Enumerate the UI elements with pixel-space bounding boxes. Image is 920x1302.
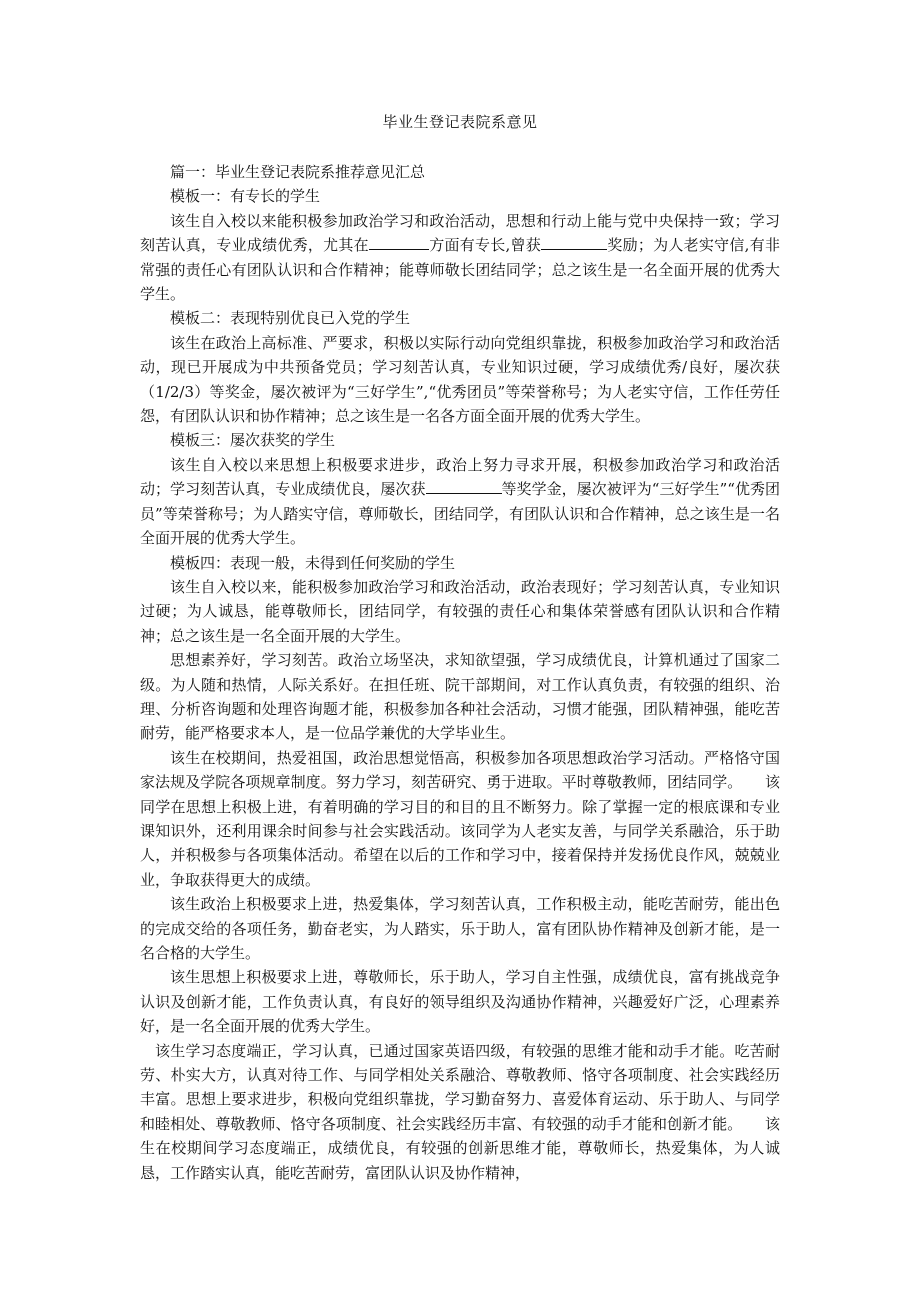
paragraph: 该生政治上积极要求上进，热爱集体，学习刻苦认真，工作积极主动，能吃苦耐劳，能出色的完成交给的各项任务，勤奋老实，为人踏实，乐于助人，富有团队协作精神及创新才能，是一名合格的大学生。 — [140, 895, 780, 962]
paragraph-text: 该生自入校以来思想上积极要求进步，政治上努力寻求开展，积极参加政治学习和政治活动；学习刻苦认真，专业成绩优良，屡次获 — [140, 455, 780, 499]
template-heading-3: 模板三：屡次获奖的学生 — [170, 431, 336, 450]
document-title: 毕业生登记表院系意见 — [382, 113, 538, 131]
paragraph-template-4: 该生自入校以来，能积极参加政治学习和政治活动，政治表现好；学习刻苦认真，专业知识过硬；为人诚恳，能尊敬师长，团结同学，有较强的责任心和集体荣誉感有团队认识和合作精神；总之该生是一名全面开展的大学生。 — [140, 577, 780, 645]
fill-in-blank — [369, 235, 429, 250]
section-heading: 篇一：毕业生登记表院系推荐意见汇总 — [170, 163, 426, 181]
template-heading-2: 模板二：表现特别优良已入党的学生 — [170, 309, 411, 328]
paragraph-template-1 — [140, 209, 780, 307]
template-heading-4: 模板四：表现一般，未得到任何奖励的学生 — [170, 553, 456, 572]
document-body — [140, 160, 780, 1185]
paragraph-text: 奖励；为人老实守信,有非常强的责任心有团队认识和合作精神；能尊师敬长团结同学；总之该生是一名全面开展的优秀大学生。 — [140, 236, 780, 304]
paragraph-text: 该生自入校以来能积极参加政治学习和政治活动，思想和行动上能与党中央保持一致；学习刻苦认真，专业成绩优秀，尤其在 — [140, 211, 780, 255]
paragraph-text: 等奖学金，屡次被评为“三好学生”“优秀团员”等荣誉称号；为人踏实守信，尊师敬长，团结同学，有团队认识和合作精神，总之该生是一名全面开展的优秀大学生。 — [140, 480, 780, 548]
paragraph-text: 方面有专长,曾获 — [428, 236, 542, 255]
paragraph-template-3 — [140, 453, 780, 551]
template-heading-1: 模板一：有专长的学生 — [170, 187, 321, 206]
fill-in-blank — [426, 479, 502, 494]
paragraph: 思想素养好，学习刻苦。政治立场坚决，求知欲望强，学习成绩优良，计算机通过了国家二级。为人随和热情，人际关系好。在担任班、院干部期间，对工作认真负责，有较强的组织、治理、分析咨询题和处理咨询题才能，积极参加各种社会活动，习惯才能强，团队精神强，能吃苦耐劳，能严格要求本人，是一位品学兼优的大学毕业生。 — [140, 651, 780, 743]
fill-in-blank — [541, 235, 607, 250]
paragraph: 该生在校期间，热爱祖国，政治思想觉悟高，积极参加各项思想政治学习活动。严格恪守国家法规及学院各项规章制度。努力学习，刻苦研究、勇于进取。平时尊敬教师，团结同学。 该同学在思想上积极上进，有着明确的学习目的和目的且不断努力。除了掌握一定的根底课和专业课知识外，还利用课余时间参与社会实践活动。该同学为人老实友善，与同学关系融洽，乐于助人，并积极参与各项集体活动。希望在以后的工作和学习中，接着保持并发扬优良作风，兢兢业业，争取获得更大的成绩。 — [140, 748, 780, 889]
paragraph-template-2: 该生在政治上高标准、严要求，积极以实际行动向党组织靠拢，积极参加政治学习和政治活动，现已开展成为中共预备党员；学习刻苦认真，专业知识过硬，学习成绩优秀/良好，屡次获（1/2/3）等奖金，屡次被评为“三好学生”,“优秀团员”等荣誉称号；为人老实守信，工作任劳任怨，有团队认识和协作精神；总之该生是一名各方面全面开展的优秀大学生。 — [140, 333, 780, 426]
paragraph: 该生学习态度端正，学习认真，已通过国家英语四级，有较强的思维才能和动手才能。吃苦耐劳、朴实大方，认真对待工作、与同学相处关系融洽、尊敬教师、恪守各项制度、社会实践经历丰富。思想上要求进步，积极向党组织靠拢，学习勤奋努力、喜爱体育运动、乐于助人、与同学和睦相处、尊敬教师、恪守各项制度、社会实践经历丰富、有较强的动手才能和创新才能。 该生在校期间学习态度端正，成绩优良，有较强的创新思维才能，尊敬师长，热爱集体，为人诚恳，工作踏实认真，能吃苦耐劳，富团队认识及协作精神， — [140, 1041, 780, 1182]
paragraph: 该生思想上积极要求上进，尊敬师长，乐于助人，学习自主性强，成绩优良，富有挑战竞争认识及创新才能，工作负责认真，有良好的领导组织及沟通协作精神，兴趣爱好广泛，心理素养好，是一名全面开展的优秀大学生。 — [140, 968, 780, 1036]
